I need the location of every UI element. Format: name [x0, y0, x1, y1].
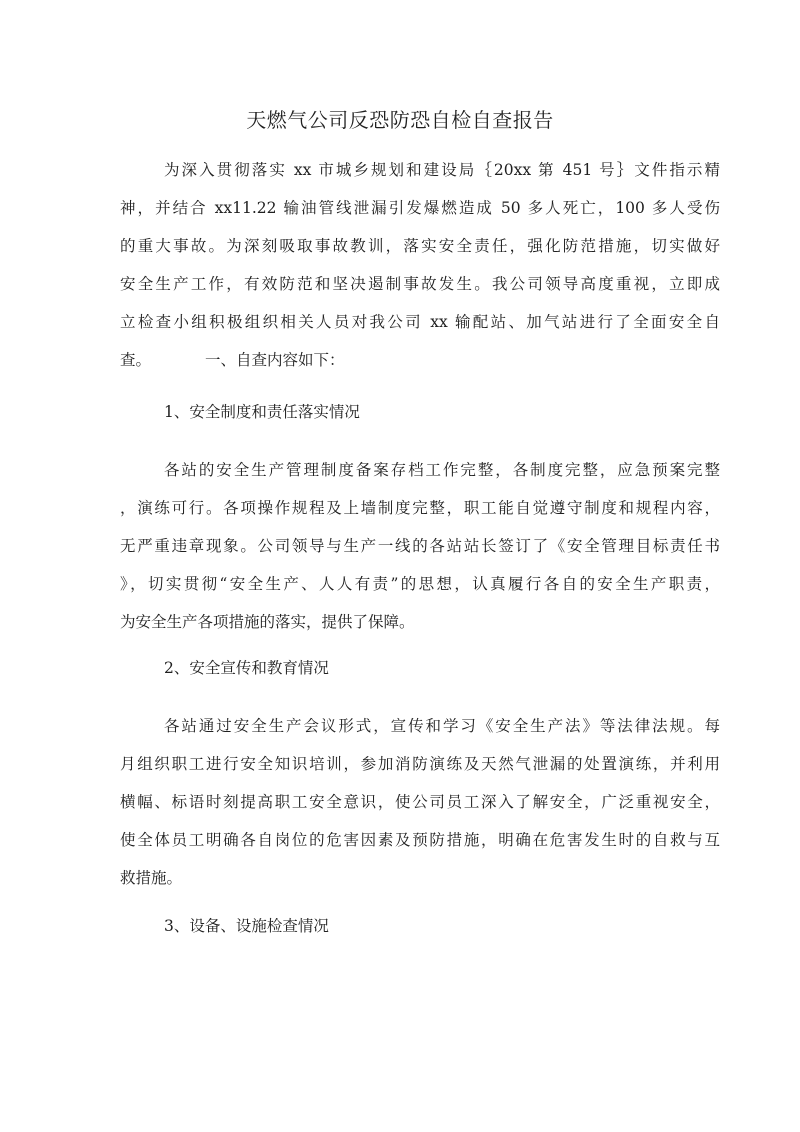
document-title: 天燃气公司反恐防恐自检自查报告: [246, 108, 554, 132]
section-1-line-2: ，演练可行。各项操作规程及上墙制度完整，职工能自觉遵守制度和规程内容，: [120, 499, 720, 517]
section-heading-overview: 一、自查内容如下：: [205, 351, 345, 369]
intro-line-3: 的重大事故。为深刻吸取事故教训，落实安全责任，强化防范措施，切实做好: [120, 237, 720, 255]
intro-line-5: 立检查小组积极组织相关人员对我公司 xx 输配站、加气站进行了全面安全自: [120, 313, 720, 331]
intro-last-text: 查。: [120, 351, 152, 369]
section-2-line-4: 使全体员工明确各自岗位的危害因素及预防措施，明确在危害发生时的自救与互: [120, 831, 720, 849]
section-2-line-3: 横幅、标语时刻提高职工安全意识，使公司员工深入了解安全，广泛重视安全，: [120, 793, 720, 811]
section-1-line-4: 》，切实贯彻“安全生产、人人有责”的思想，认真履行各自的安全生产职责，: [120, 575, 720, 593]
section-2-line-5: 救措施。: [120, 869, 183, 887]
intro-line-2: 神，并结合 xx11.22 输油管线泄漏引发爆燃造成 50 多人死亡，100 多人受伤: [120, 199, 720, 217]
section-2-line-1: 各站通过安全生产会议形式，宣传和学习《安全生产法》等法律法规。每: [164, 717, 720, 735]
section-heading-3: 3、设备、设施检查情况: [164, 917, 329, 935]
section-1-line-1: 各站的安全生产管理制度备案存档工作完整，各制度完整，应急预案完整: [164, 461, 720, 479]
section-1-line-5: 为安全生产各项措施的落实，提供了保障。: [120, 613, 415, 631]
intro-line-1: 为深入贯彻落实 xx 市城乡规划和建设局｛20xx 第 451 号｝文件指示精: [164, 161, 720, 179]
section-2-line-2: 月组织职工进行安全知识培训，参加消防演练及天然气泄漏的处置演练，并利用: [120, 755, 720, 773]
section-heading-2: 2、安全宣传和教育情况: [164, 659, 329, 677]
section-heading-1: 1、安全制度和责任落实情况: [164, 403, 360, 421]
intro-last-line: [120, 348, 720, 372]
intro-line-4: 安全生产工作，有效防范和坚决遏制事故发生。我公司领导高度重视，立即成: [120, 275, 720, 293]
section-1-line-3: 无严重违章现象。公司领导与生产一线的各站站长签订了《安全管理目标责任书: [120, 537, 720, 555]
